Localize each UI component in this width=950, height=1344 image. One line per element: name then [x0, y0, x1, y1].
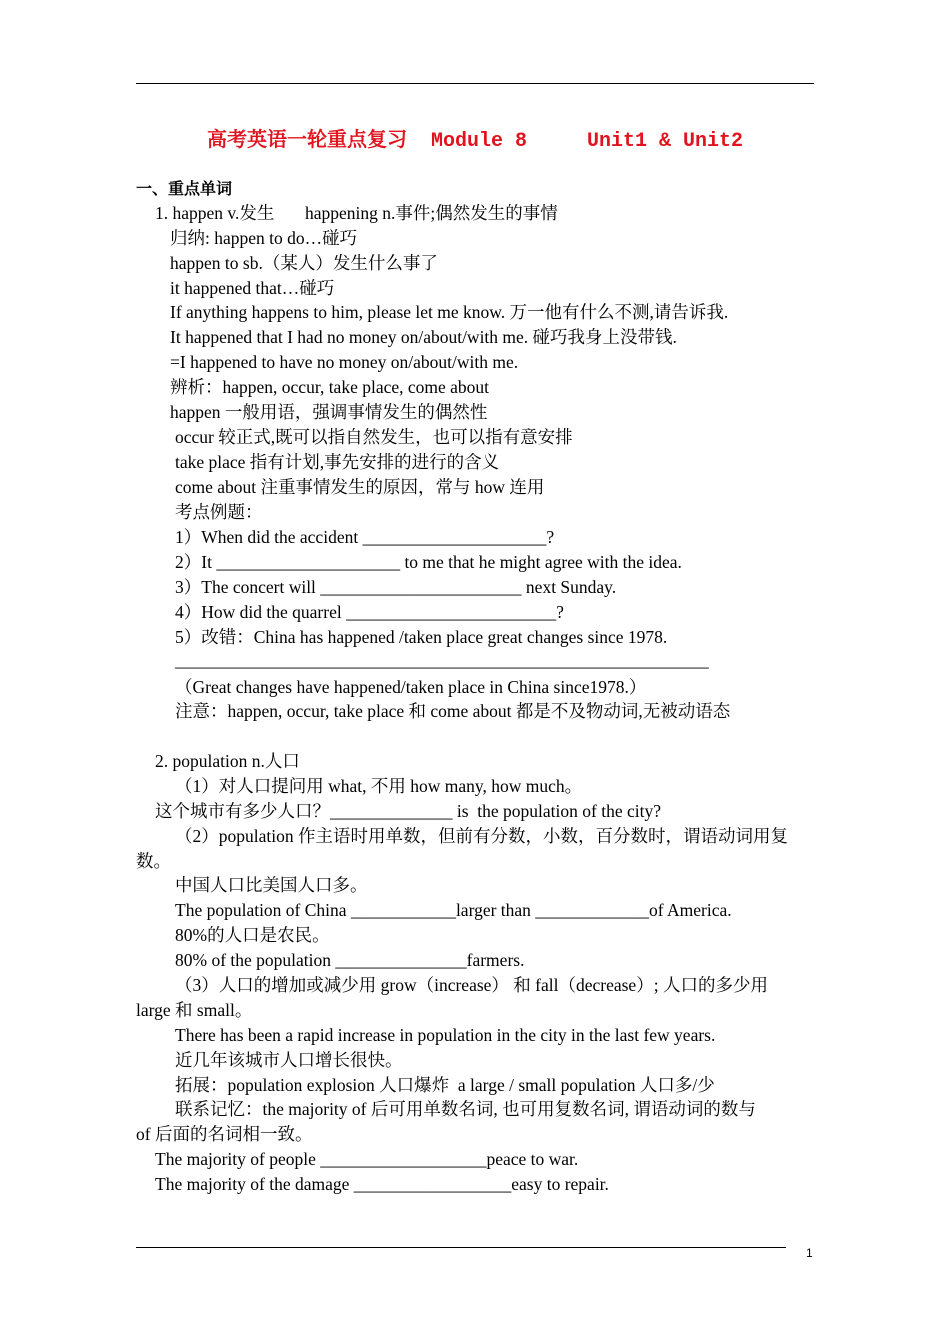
entry-happen-heading: 1. happen v.发生 happening n.事件;偶然发生的事情 [155, 203, 558, 223]
page-title: 高考英语一轮重点复习 Module 8 Unit1 & Unit2 [206, 130, 744, 153]
happen-line: happen 一般用语，强调事情发生的偶然性 [170, 402, 488, 422]
population-line: The population of China ____________larger than _____________of America. [175, 900, 732, 920]
population-line: （1）对人口提问用 what, 不用 how many, how much。 [175, 776, 583, 796]
happen-line: take place 指有计划,事先安排的进行的含义 [175, 452, 500, 472]
exercise-heading: 考点例题： [175, 502, 263, 522]
exercise-item: 3）The concert will _______________________ next Sunday. [175, 577, 617, 597]
page-number: 1 [806, 1246, 813, 1260]
population-line: 80%的人口是农民。 [175, 925, 330, 945]
population-line: 中国人口比美国人口多。 [175, 875, 368, 895]
population-line: （2）population 作主语时用单数，但前有分数，小数，百分数时，谓语动词用复 [175, 826, 788, 846]
population-line: 近几年该城市人口增长很快。 [175, 1050, 403, 1070]
population-line: 数。 [136, 851, 171, 871]
entry-population-heading: 2. population n.人口 [155, 751, 300, 771]
answer-text: （Great changes have happened/taken place in China since1978.） [175, 677, 647, 697]
population-line: 联系记忆：the majority of 后可用单数名词, 也可用复数名词, 谓语动词的数与 [175, 1099, 756, 1119]
happen-line: 辨析：happen, occur, take place, come about [170, 377, 490, 397]
footer-rule [136, 1247, 786, 1248]
header-rule [136, 83, 814, 84]
exercise-item: The majority of people ___________________peace to war. [155, 1149, 579, 1169]
population-line: There has been a rapid increase in population in the city in the last few years. [175, 1025, 716, 1045]
happen-line: If anything happens to him, please let me know. 万一他有什么不测,请告诉我. [170, 302, 729, 322]
exercise-item: 1）When did the accident _____________________? [175, 527, 555, 547]
section-heading: 一、重点单词 [136, 179, 233, 198]
population-line: 80% of the population _______________farmers. [175, 950, 525, 970]
happen-line: happen to sb.（某人）发生什么事了 [170, 253, 438, 273]
population-line: （3）人口的增加或减少用 grow（increase） 和 fall（decrease）; 人口的多少用 [175, 975, 768, 995]
happen-line: It happened that I had no money on/about/with me. 碰巧我身上没带钱. [170, 327, 677, 347]
population-line: of 后面的名词相一致。 [136, 1124, 313, 1144]
happen-line: come about 注重事情发生的原因，常与 how 连用 [175, 477, 545, 497]
answer-blank: _____________________________________________________________ [175, 650, 709, 670]
happen-line: =I happened to have no money on/about/with me. [170, 352, 519, 372]
note-text: 注意：happen, occur, take place 和 come about 都是不及物动词,无被动语态 [175, 701, 731, 721]
population-line: 这个城市有多少人口？______________ is the population of the city? [155, 801, 661, 821]
happen-line: 归纳: happen to do…碰巧 [170, 228, 358, 248]
exercise-item: 4）How did the quarrel ________________________? [175, 602, 564, 622]
happen-line: occur 较正式,既可以指自然发生，也可以指有意安排 [175, 427, 573, 447]
exercise-item: The majority of the damage __________________easy to repair. [155, 1174, 609, 1194]
population-line: large 和 small。 [136, 1000, 253, 1020]
exercise-item: 2）It _____________________ to me that he might agree with the idea. [175, 552, 682, 572]
happen-line: it happened that…碰巧 [170, 278, 335, 298]
exercise-item: 5）改错：China has happened /taken place great changes since 1978. [175, 627, 668, 647]
population-line: 拓展：population explosion 人口爆炸 a large / small population 人口多/少 [175, 1075, 715, 1095]
